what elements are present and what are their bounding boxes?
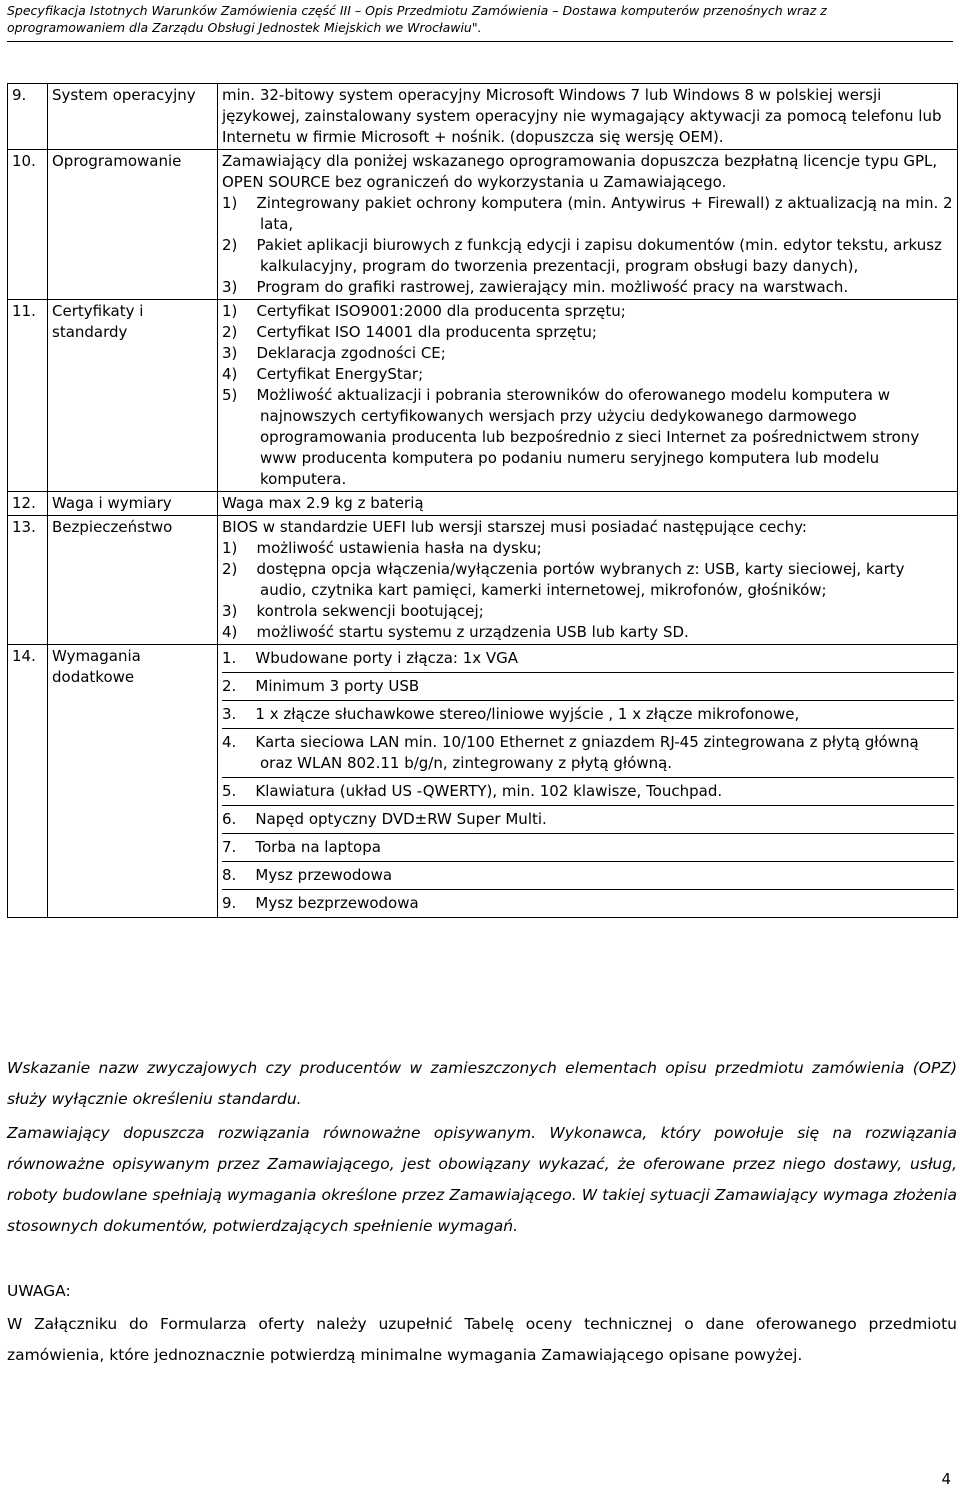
item-list — [222, 538, 954, 643]
list-item: 2) Pakiet aplikacji biurowych z funkcją edycji i zapisu dokumentów (min. edytor tekstu, arkusz kalkulacyjny, program do tworzenia prezentacji, program obsługi bazy danych), — [222, 236, 942, 275]
list-item: 6. Napęd optyczny DVD±RW Super Multi. — [222, 806, 954, 834]
list-item: 3) Deklaracja zgodności CE; — [222, 344, 446, 362]
list-item: 4. Karta sieciowa LAN min. 10/100 Ethernet z gniazdem RJ-45 zintegrowana z płytą główną oraz WLAN 802.11 b/g/n, zintegrowany z płytą główną. — [222, 729, 954, 778]
item-list — [222, 301, 954, 490]
list-item: 3. 1 x złącze słuchawkowe stereo/liniowe wyjście , 1 x złącze mikrofonowe, — [222, 701, 954, 729]
table-row — [8, 516, 958, 645]
list-item: 3) Program do grafiki rastrowej, zawierający min. możliwość pracy na warstwach. — [222, 278, 849, 296]
table-row — [8, 84, 958, 150]
list-item: 1) Certyfikat ISO9001:2000 dla producenta sprzętu; — [222, 302, 626, 320]
list-item: 7. Torba na laptopa — [222, 834, 954, 862]
row-name: Waga i wymiary — [48, 492, 218, 516]
row-name: Bezpieczeństwo — [48, 516, 218, 645]
item-list — [222, 193, 954, 298]
paragraph-equivalent-solutions: Zamawiający dopuszcza rozwiązania równoważne opisywanym. Wykonawca, który powołuje się na rozwiązania równoważne opisywanym przez Zamawiającego, jest obowiązany wykazać, że oferowane przez niego dostawy, usług, roboty budowlane spełniają wymagania określone przez Zamawiającego. W takiej sytuacji Zamawiający wymaga złożenia stosownych dokumentów, potwierdzających spełnienie wymagań. — [7, 1124, 957, 1235]
list-item: 9. Mysz bezprzewodowa — [222, 894, 419, 912]
table-row — [8, 492, 958, 516]
row-number: 12. — [8, 492, 48, 516]
list-item: 4) Certyfikat EnergyStar; — [222, 365, 424, 383]
row-description — [218, 300, 958, 492]
table-row — [8, 150, 958, 300]
specification-table — [7, 83, 958, 918]
row-number: 13. — [8, 516, 48, 645]
table-row — [8, 300, 958, 492]
list-item: 2) Certyfikat ISO 14001 dla producenta sprzętu; — [222, 323, 597, 341]
list-item: 1) możliwość ustawienia hasła na dysku; — [222, 539, 542, 557]
table-row — [8, 645, 958, 918]
list-item: 2) dostępna opcja włączenia/wyłączenia portów wybranych z: USB, karty sieciowej, karty audio, czytnika kart pamięci, kamerki internetowej, mikrofonów, głośników; — [222, 560, 905, 599]
row-name: Certyfikaty i standardy — [48, 300, 218, 492]
list-item: 5) Możliwość aktualizacji i pobrania sterowników do oferowanego modelu komputera w najnowszych certyfikowanych wersjach przy użyciu dedykowanego darmowego oprogramowania producenta lub bezpośrednio z sieci Internet za pośrednictwem strony www producenta komputera po podaniu numeru seryjnego komputera lub modelu komputera. — [222, 386, 920, 488]
row-description — [218, 516, 958, 645]
row-number: 10. — [8, 150, 48, 300]
list-item: 1. Wbudowane porty i złącza: 1x VGA — [222, 645, 954, 673]
header-line-1: Specyfikacja Istotnych Warunków Zamówienia część III – Opis Przedmiotu Zamówienia – Dostawa komputerów przenośnych wraz z — [7, 3, 827, 18]
row-name: Wymagania dodatkowe — [48, 645, 218, 918]
header-line-2: oprogramowaniem dla Zarządu Obsługi Jednostek Miejskich we Wrocławiu". — [7, 20, 482, 35]
row-number: 11. — [8, 300, 48, 492]
list-item: 2. Minimum 3 porty USB — [222, 673, 954, 701]
list-item: 1) Zintegrowany pakiet ochrony komputera (min. Antywirus + Firewall) z aktualizacją na min. 2 lata, — [222, 194, 953, 233]
page-number: 4 — [941, 1470, 951, 1488]
row-description: Waga max 2.9 kg z baterią — [218, 492, 958, 516]
row-intro: BIOS w standardzie UEFI lub wersji starszej musi posiadać następujące cechy: — [222, 518, 807, 536]
list-item: 5. Klawiatura (układ US -QWERTY), min. 102 klawisze, Touchpad. — [222, 778, 954, 806]
row-intro: Zamawiający dla poniżej wskazanego oprogramowania dopuszcza bezpłatną licencje typu GPL, OPEN SOURCE bez ograniczeń do wykorzystania u Zamawiającego. — [222, 152, 938, 191]
row-description: min. 32-bitowy system operacyjny Microsoft Windows 7 lub Windows 8 w polskiej wersji językowej, zainstalowany system operacyjny nie wymagający aktywacji za pomocą telefonu lub Internetu w firmie Microsoft + nośnik. (dopuszcza się wersję OEM). — [218, 84, 958, 150]
item-list — [222, 645, 954, 917]
page-header — [7, 2, 953, 42]
row-description — [218, 150, 958, 300]
row-description — [218, 645, 958, 918]
row-name: System operacyjny — [48, 84, 218, 150]
list-item: 8. Mysz przewodowa — [222, 862, 954, 890]
list-item: 3) kontrola sekwencji bootującej; — [222, 602, 484, 620]
uwaga-heading: UWAGA: — [7, 1282, 71, 1300]
list-item: 4) możliwość startu systemu z urządzenia USB lub karty SD. — [222, 623, 689, 641]
row-number: 14. — [8, 645, 48, 918]
paragraph-standard-note: Wskazanie nazw zwyczajowych czy producentów w zamieszczonych elementach opisu przedmiotu zamówienia (OPZ) służy wyłącznie określeniu standardu. — [7, 1059, 957, 1108]
row-number: 9. — [8, 84, 48, 150]
paragraph-attachment-note: W Załączniku do Formularza oferty należy uzupełnić Tabelę oceny technicznej o dane oferowanego przedmiotu zamówienia, które jednoznacznie potwierdzą minimalne wymagania Zamawiającego opisane powyżej. — [7, 1315, 957, 1364]
row-name: Oprogramowanie — [48, 150, 218, 300]
